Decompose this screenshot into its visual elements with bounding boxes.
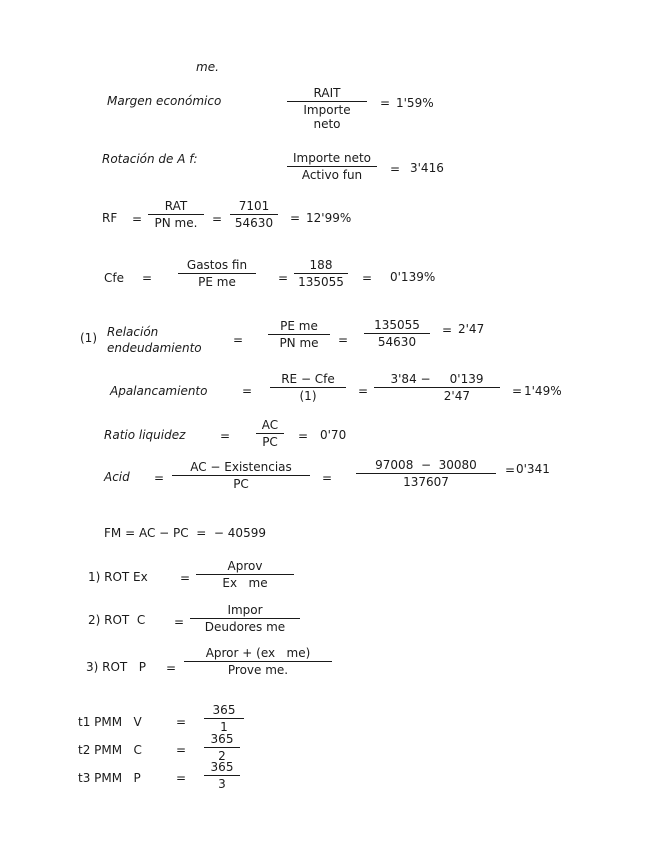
cfe-denominator-2: 135055 [298,275,344,289]
fraction-bar [204,747,240,748]
fraction-bar [230,214,278,215]
relacion-marker: (1) [80,331,97,345]
acid-label: Acid [104,470,130,484]
equals-sign: = [338,333,349,347]
fraction-bar [204,775,240,776]
fraction-bar [294,273,348,274]
equals-sign: = [142,271,153,285]
cfe-result: 0'139% [390,270,436,284]
fraction-bar [196,574,294,575]
equals-sign: = [362,271,373,285]
fraction-bar [356,473,496,474]
margen-result: 1'59% [396,96,434,110]
ratio-liquidez-result: 0'70 [320,428,347,442]
rf-denominator-1: PN me. [154,216,198,230]
fm-line: FM = AC − PC = − 40599 [104,526,266,540]
relacion-numerator-2: 135055 [374,318,420,332]
cfe-label: Cfe [104,271,124,285]
equals-sign: = [174,615,185,629]
rot-ex-label: 1) ROT Ex [88,570,148,584]
relacion-numerator-1: PE me [280,319,318,333]
rot-ex-numerator: Aprov [227,559,263,573]
pmm-v-label: t1 PMM V [78,715,142,729]
rot-c-label: 2) ROT C [88,613,146,627]
cfe-denominator-1: PE me [198,275,236,289]
equals-sign: = [242,384,253,398]
rf-fraction-2 [230,199,278,230]
rf-fraction-1 [148,199,204,230]
rf-label: RF [102,211,118,225]
equals-sign: = [176,771,187,785]
equals-sign: = [442,323,453,337]
equals-sign: = [358,384,369,398]
ratio-liquidez-fraction [256,418,284,449]
equals-sign: = [176,743,187,757]
equals-sign: = [298,429,309,443]
rotacion-result: 3'416 [410,161,444,175]
equals-sign: = [390,162,401,176]
margen-label: Margen económico [107,94,222,108]
rot-ex-denominator: Ex me [222,576,268,590]
cfe-numerator-1: Gastos fin [186,258,248,272]
rot-p-denominator: Prove me. [227,663,289,677]
rf-numerator-2: 7101 [238,199,270,213]
rotacion-denominator: Activo fun [301,168,363,182]
equals-sign: = [233,333,244,347]
rot-p-numerator: Apror + (ex me) [205,646,311,660]
margen-fraction [287,86,367,131]
rot-p-fraction [184,646,332,677]
equals-sign: = [180,571,191,585]
fraction-bar [172,475,310,476]
acid-numerator-2: 97008 − 30080 [375,458,477,472]
pmm-c-denominator: 2 [218,749,226,763]
acid-numerator-1: AC − Existencias [190,460,292,474]
pmm-v-denominator: 1 [220,720,228,734]
apalancamiento-numerator-1: RE − Cfe [281,372,335,386]
fraction-bar [374,387,500,388]
pmm-v-fraction [204,703,244,734]
acid-fraction-1 [172,460,310,491]
fraction-bar [287,166,377,167]
equals-sign: = [132,212,143,226]
fraction-bar [270,387,346,388]
equals-sign: = [290,211,301,225]
acid-denominator-2: 137607 [403,475,449,489]
equals-sign: = [322,471,333,485]
rot-ex-fraction [196,559,294,590]
apalancamiento-label: Apalancamiento [110,384,208,398]
rf-result: 12'99% [306,211,352,225]
rotacion-fraction [287,151,377,182]
equals-sign: = [176,715,187,729]
relacion-denominator-1: PN me [279,336,319,350]
relacion-label-line1: Relación [107,325,159,339]
ratio-liquidez-label: Ratio liquidez [104,428,186,442]
ratio-liquidez-denominator: PC [262,435,278,449]
rotacion-numerator: Importe neto [292,151,372,165]
pmm-c-fraction [204,732,240,763]
fraction-bar [178,273,256,274]
cfe-numerator-2: 188 [309,258,333,272]
rf-denominator-2: 54630 [234,216,274,230]
pmm-v-numerator: 365 [212,703,236,717]
apalancamiento-numerator-2: 3'84 − 0'139 [390,372,484,386]
equals-sign: = [154,471,165,485]
equals-sign: = [278,271,289,285]
equals-sign: = [212,212,223,226]
fraction-bar [184,661,332,662]
pmm-p-fraction [204,760,240,791]
relacion-result: 2'47 [458,322,485,336]
rot-c-numerator: Impor [227,603,263,617]
apalancamiento-denominator-1: (1) [299,389,317,403]
fraction-bar [287,101,367,102]
equals-sign: = [220,429,231,443]
apalancamiento-fraction-2 [374,372,500,403]
relacion-label-line2: endeudamiento [107,341,202,355]
relacion-denominator-2: 54630 [377,335,417,349]
acid-denominator-1: PC [233,477,249,491]
rot-p-label: 3) ROT P [86,660,146,674]
relacion-fraction-1 [268,319,330,350]
pmm-c-numerator: 365 [210,732,234,746]
apalancamiento-fraction-1 [270,372,346,403]
fraction-bar [190,618,300,619]
cfe-fraction-2 [294,258,348,289]
pmm-p-numerator: 365 [210,760,234,774]
pmm-c-label: t2 PMM C [78,743,142,757]
pmm-p-label: t3 PMM P [78,771,141,785]
fraction-bar [268,334,330,335]
rot-c-fraction [190,603,300,634]
equals-sign: = [166,661,177,675]
fraction-bar [148,214,204,215]
margen-denominator: Importe neto [303,103,351,131]
equals-sign: = [505,463,516,477]
fraction-bar [364,333,430,334]
ratio-liquidez-numerator: AC [261,418,279,432]
rf-numerator-1: RAT [164,199,188,213]
rotacion-label: Rotación de A f: [102,152,198,166]
acid-fraction-2 [356,458,496,489]
rot-c-denominator: Deudores me [204,620,286,634]
apalancamiento-result: 1'49% [524,384,562,398]
equals-sign: = [380,96,391,110]
relacion-fraction-2 [364,318,430,349]
cfe-fraction-1 [178,258,256,289]
apalancamiento-denominator-2: 2'47 [443,389,470,403]
header-text: me. [196,60,219,74]
acid-result: 0'341 [516,462,550,476]
equals-sign: = [512,384,523,398]
pmm-p-denominator: 3 [218,777,226,791]
fraction-bar [256,433,284,434]
margen-numerator: RAIT [313,86,341,100]
fraction-bar [204,718,244,719]
